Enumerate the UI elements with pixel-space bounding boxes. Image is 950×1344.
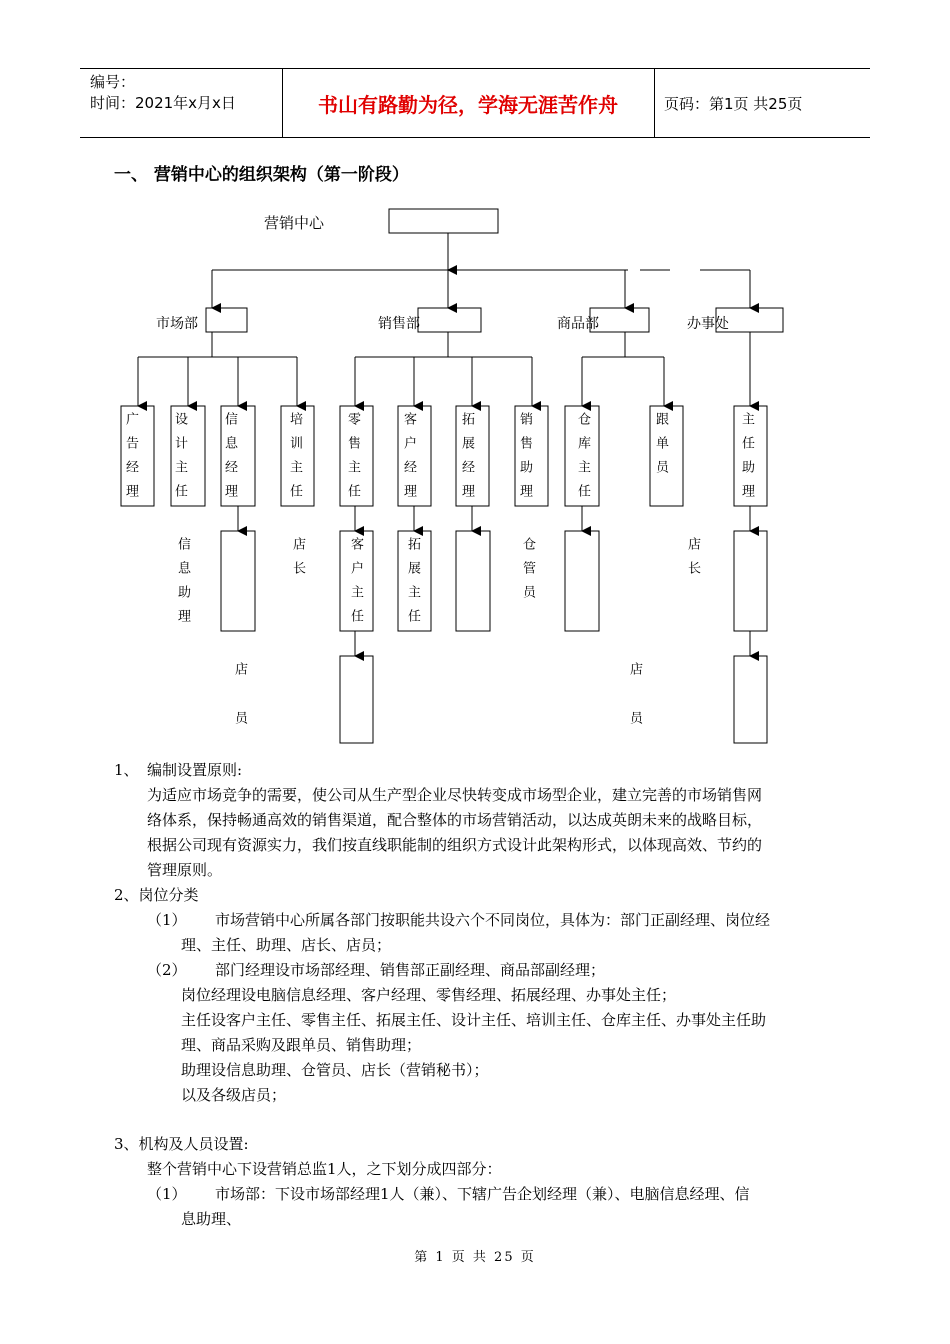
paragraph-line: 以及各级店员； [181, 1086, 287, 1104]
position-label-guanggao-jingli: 广告经理 [123, 412, 138, 508]
position-label-zhuren-zhuli: 主任助理 [739, 412, 754, 508]
list-number: （1） [147, 1185, 187, 1203]
sub-position-box [734, 531, 767, 631]
sub-label-dianzhang: 店长 [290, 537, 305, 585]
position-label-lingshou-zhuren: 零售主任 [345, 412, 360, 508]
section-2-title: 2、岗位分类 [114, 886, 199, 904]
dept-box-xiaoshou [418, 308, 481, 332]
header-time: 时间：2021年x月x日 [90, 94, 236, 112]
paragraph-line: 息助理、 [181, 1210, 242, 1228]
root-box [389, 209, 498, 233]
sub-position-box [221, 531, 255, 631]
position-label-gendanyuan: 跟单员 [653, 412, 668, 484]
paragraph-line: 络体系，保持畅通高效的销售渠道，配合整体的市场营销活动，以达成英朗未来的战略目标， [147, 811, 763, 829]
paragraph-line: 为适应市场竞争的需要，使公司从生产型企业尽快转变成市场型企业，建立完善的市场销售网 [147, 786, 763, 804]
section-1-title: 编制设置原则: [147, 761, 243, 779]
sub-label-tuozhan-zhuren: 拓展主任 [405, 537, 420, 633]
dept-box-shichang [206, 308, 247, 332]
sub-label-kehu-zhuren: 客户主任 [348, 537, 363, 633]
position-label-kehu-jingli: 客户经理 [401, 412, 416, 508]
position-label-cangku-zhuren: 仓库主任 [575, 412, 590, 508]
sub-position-box [734, 656, 767, 743]
sub-position-box [565, 531, 599, 631]
section-1-number: 1、 [114, 761, 139, 779]
sub-label-xinxi-zhuli: 信息助理 [175, 537, 190, 633]
list-number: （2） [147, 961, 187, 979]
dept-label-shangpin: 商品部 [557, 316, 599, 332]
dept-label-xiaoshou: 销售部 [378, 316, 420, 332]
paragraph-line: 市场部：下设市场部经理1人（兼）、下辖广告企划经理（兼）、电脑信息经理、信 [215, 1185, 750, 1203]
org-root-label: 营销中心 [264, 214, 325, 232]
position-label-peixun-zhuren: 培训主任 [287, 412, 302, 508]
sub-position-box [456, 531, 490, 631]
position-label-tuozhan-jingli: 拓展经理 [459, 412, 474, 508]
paragraph-line: 岗位经理设电脑信息经理、客户经理、零售经理、拓展经理、办事处主任； [181, 986, 677, 1004]
sub-label-cangguanyuan: 仓管员 [520, 537, 535, 609]
list-number: （1） [147, 911, 187, 929]
paragraph-line: 根据公司现有资源实力，我们按直线职能制的组织方式设计此架构形式，以体现高效、节约的 [147, 836, 763, 854]
paragraph-line: 助理设信息助理、仓管员、店长（营销秘书）； [181, 1061, 489, 1079]
position-label-xinxi-jingli: 信息经理 [222, 412, 237, 508]
sub-label-dianzhang: 店长 [685, 537, 700, 585]
sub-label-dianyuan: 店员 [627, 662, 642, 760]
paragraph-line: 理、商品采购及跟单员、销售助理； [181, 1036, 422, 1054]
paragraph-line: 管理原则。 [147, 861, 223, 879]
section-title: 一、 营销中心的组织架构（第一阶段） [114, 165, 409, 185]
paragraph-line: 理、主任、助理、店长、店员； [181, 936, 392, 954]
position-label-sheji-zhuren: 设计主任 [172, 412, 187, 508]
dept-label-banshichu: 办事处 [687, 316, 729, 332]
header-number: 编号： [90, 73, 136, 91]
dept-label-shichang: 市场部 [156, 316, 198, 332]
paragraph-line: 市场营销中心所属各部门按职能共设六个不同岗位，具体为：部门正副经理、岗位经 [215, 911, 771, 929]
paragraph-line: 主任设客户主任、零售主任、拓展主任、设计主任、培训主任、仓库主任、办事处主任助 [181, 1011, 767, 1029]
header-page-number: 页码：第1页 共25页 [664, 94, 803, 113]
sub-label-dianyuan: 店员 [232, 662, 247, 760]
page-footer: 第 1 页 共 25 页 [414, 1250, 536, 1265]
sub-position-box [340, 656, 373, 743]
header-motto: 书山有路勤为径，学海无涯苦作舟 [318, 92, 618, 117]
position-label-xiaoshou-zhuli: 销售助理 [517, 412, 532, 508]
paragraph-line: 部门经理设市场部经理、销售部正副经理、商品部副经理； [215, 961, 606, 979]
paragraph-line: 整个营销中心下设营销总监1人，之下划分成四部分： [147, 1160, 502, 1178]
section-3-title: 3、机构及人员设置: [114, 1135, 249, 1153]
